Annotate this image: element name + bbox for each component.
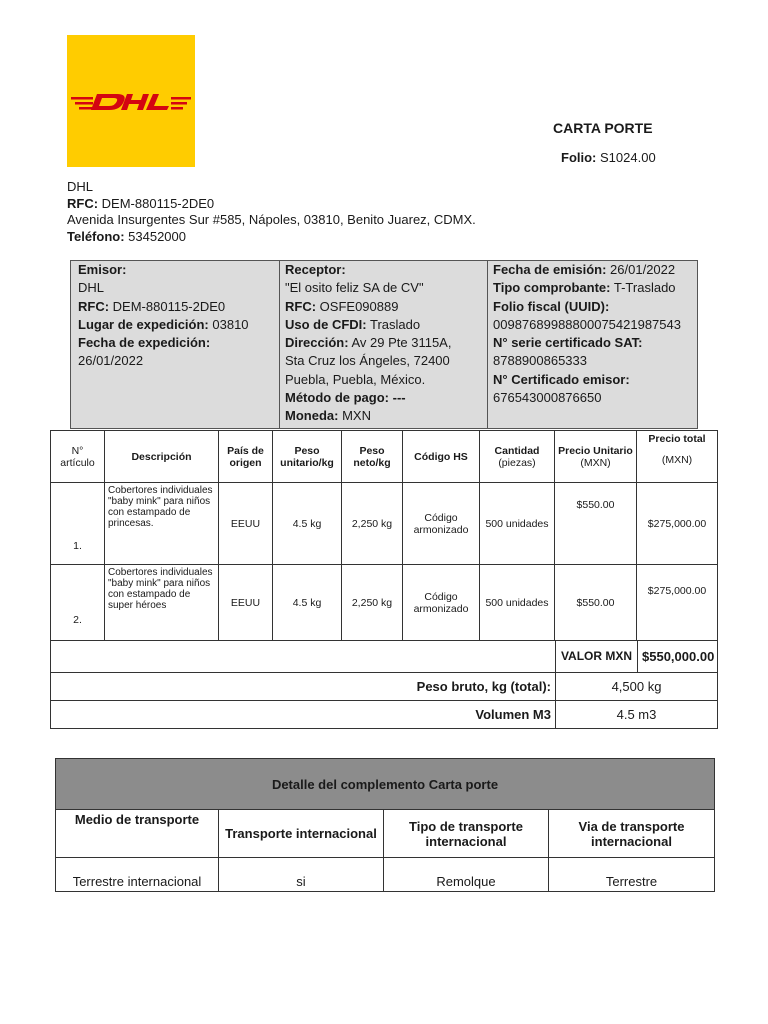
receptor-name: "El osito feliz SA de CV" [285, 280, 424, 296]
receptor-label: Receptor: [285, 262, 346, 277]
cert-emisor-label: N° Certificado emisor: [493, 371, 630, 387]
peso-bruto-value: 4,500 kg [556, 673, 718, 701]
folio-fiscal-label: Folio fiscal (UUID): [493, 298, 610, 314]
issuer-name: DHL [67, 179, 94, 194]
table-row [51, 565, 718, 641]
emisor-label: Emisor: [78, 262, 127, 277]
dhl-logo [67, 35, 195, 167]
complemento-header: Via de transporte internacional [549, 810, 715, 858]
header-codigo: Código HS [403, 431, 480, 483]
complemento-value: Terrestre internacional [56, 858, 219, 892]
row-desc: Cobertores individuales "baby mink" para niños con estampado de super héroes [105, 565, 219, 641]
emisor-rfc-value: DEM-880115-2DE0 [112, 298, 226, 314]
complemento-header-row [56, 810, 715, 858]
issuer-rfc [67, 196, 476, 213]
row-codigo: Código armonizado [403, 565, 480, 641]
emisor-lugar-label: Lugar de expedición: [78, 316, 209, 332]
folio-fiscal-value: 00987689988800075421987543 [493, 316, 681, 332]
fecha-emision-label: Fecha de emisión: [493, 262, 607, 277]
header-pais: País de origen [219, 431, 273, 483]
tipo-comprobante [493, 279, 698, 297]
row-peso-unit: 4.5 kg [273, 565, 342, 641]
fecha-emision-value: 26/01/2022 [610, 262, 676, 277]
row-peso-unit: 4.5 kg [273, 483, 342, 565]
row-num: 2. [51, 565, 105, 641]
complemento-table [55, 758, 715, 892]
receptor-direccion-line1: Av 29 Pte 3115A, [351, 335, 452, 351]
row-cantidad: 500 unidades [480, 483, 555, 565]
receptor-column [285, 261, 485, 426]
row-pais: EEUU [219, 483, 273, 565]
header-precio-total-sub: (MXN) [661, 454, 693, 466]
emisor-name: DHL [78, 280, 105, 296]
row-cantidad: 500 unidades [480, 565, 555, 641]
fecha-emision [493, 261, 698, 279]
valor-label: VALOR MXN [556, 641, 638, 673]
dhl-logo-icon [67, 35, 195, 167]
folio-value: S1024.00 [600, 150, 656, 165]
summary-table [50, 640, 718, 729]
header-cantidad-label: Cantidad [494, 444, 540, 457]
row-precio-unit: $550.00 [555, 483, 637, 565]
emisor-fecha-value: 26/01/2022 [78, 353, 144, 369]
issuer-phone [67, 229, 476, 246]
header-precio-total-label: Precio total [648, 433, 706, 445]
receptor-metodo-value: --- [392, 390, 406, 406]
volumen-label: Volumen M3 [51, 701, 556, 729]
receptor-direccion [285, 334, 485, 352]
row-precio-total: $275,000.00 [637, 565, 718, 641]
column-divider [279, 261, 280, 428]
emisor-lugar-value: 03810 [212, 316, 249, 332]
complemento-title: Detalle del complemento Carta porte [56, 759, 715, 810]
receptor-metodo-label: Método de pago: [285, 390, 389, 406]
emisor-lugar [78, 316, 278, 334]
header-desc: Descripción [105, 431, 219, 483]
header-peso-neto: Peso neto/kg [342, 431, 403, 483]
complemento-header: Medio de transporte [56, 810, 219, 858]
row-num: 1. [51, 483, 105, 565]
receptor-rfc-label: RFC: [285, 298, 317, 314]
header-num: N° artículo [51, 431, 105, 483]
complemento-value-row [56, 858, 715, 892]
header-cantidad [480, 431, 555, 483]
header-precio-unit [555, 431, 637, 483]
issuer-address: Avenida Insurgentes Sur #585, Nápoles, 03810, Benito Juarez, CDMX. [67, 212, 476, 227]
receptor-metodo [285, 389, 485, 407]
table-row [51, 483, 718, 565]
receptor-moneda-label: Moneda: [285, 408, 339, 424]
receptor-rfc [285, 298, 485, 316]
serie-sat-value: 8788900865333 [493, 353, 587, 369]
folio-label: Folio: [561, 150, 597, 165]
receptor-moneda-value: MXN [342, 408, 371, 424]
summary-row-volumen [51, 701, 718, 729]
row-peso-neto: 2,250 kg [342, 565, 403, 641]
row-desc: Cobertores individuales "baby mink" para niños con estampado de princesas. [105, 483, 219, 565]
receptor-uso-value: Traslado [370, 316, 421, 332]
summary-row-valor [51, 641, 718, 673]
complemento-header: Transporte internacional [219, 810, 384, 858]
emisor-rfc [78, 298, 278, 316]
header-precio-unit-label: Precio Unitario [558, 444, 633, 457]
receptor-direccion-line2: Sta Cruz los Ángeles, 72400 [285, 353, 450, 369]
fiscal-column [493, 261, 698, 407]
complemento-header: Tipo de transporte internacional [384, 810, 549, 858]
tipo-comprobante-value: T-Traslado [613, 280, 676, 296]
peso-bruto-label: Peso bruto, kg (total): [51, 673, 556, 701]
issuer-rfc-value: DEM-880115-2DE0 [101, 195, 215, 211]
emisor-fecha-label: Fecha de expedición: [78, 335, 211, 351]
issuer-rfc-label: RFC: [67, 195, 99, 211]
document-title: CARTA PORTE [553, 120, 653, 136]
header-precio-total [637, 431, 718, 483]
receptor-uso [285, 316, 485, 334]
valor-total: $550,000.00 [638, 641, 718, 673]
emisor-rfc-label: RFC: [78, 298, 110, 314]
folio [561, 150, 656, 165]
receptor-moneda [285, 407, 485, 425]
issuer-header [67, 179, 476, 245]
row-codigo: Código armonizado [403, 483, 480, 565]
receptor-rfc-value: OSFE090889 [319, 298, 399, 314]
receptor-direccion-label: Dirección: [285, 335, 349, 351]
row-peso-neto: 2,250 kg [342, 483, 403, 565]
cert-emisor-value: 676543000876650 [493, 390, 602, 406]
row-precio-total: $275,000.00 [637, 483, 718, 565]
receptor-uso-label: Uso de CFDI: [285, 316, 367, 332]
header-cantidad-sub: (piezas) [498, 456, 536, 469]
tipo-comprobante-label: Tipo comprobante: [493, 280, 611, 296]
complemento-value: Terrestre [549, 858, 715, 892]
items-table [50, 430, 718, 641]
summary-blank-cell [51, 641, 556, 673]
issuer-phone-label: Teléfono: [67, 228, 125, 244]
row-precio-unit: $550.00 [555, 565, 637, 641]
volumen-value: 4.5 m3 [556, 701, 718, 729]
items-header-row [51, 431, 718, 483]
serie-sat-label: N° serie certificado SAT: [493, 335, 643, 351]
header-peso-unit: Peso unitario/kg [273, 431, 342, 483]
emisor-column [78, 261, 278, 371]
parties-box [70, 260, 698, 429]
issuer-phone-value: 53452000 [128, 228, 186, 244]
header-precio-unit-sub: (MXN) [580, 456, 611, 469]
column-divider [487, 261, 488, 428]
receptor-direccion-line3: Puebla, Puebla, México. [285, 371, 426, 387]
complemento-value: si [219, 858, 384, 892]
complemento-value: Remolque [384, 858, 549, 892]
row-pais: EEUU [219, 565, 273, 641]
complemento-title-row [56, 759, 715, 810]
summary-row-peso [51, 673, 718, 701]
